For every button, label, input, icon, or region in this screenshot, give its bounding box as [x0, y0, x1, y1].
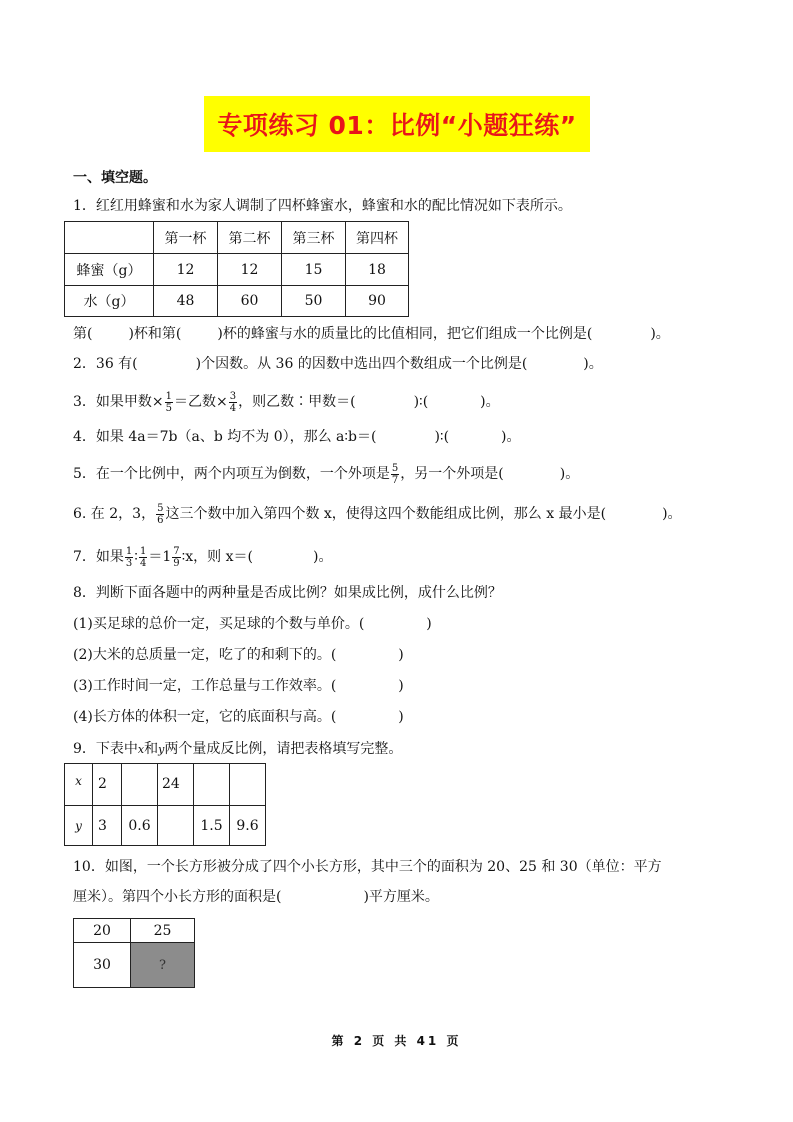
table-cell: 24: [158, 764, 194, 806]
text: )。: [650, 326, 670, 342]
table-cell: 12: [218, 254, 282, 286]
numerator: 5: [391, 462, 399, 474]
text: 2．36 有(: [73, 356, 138, 372]
numerator: 5: [157, 502, 164, 514]
table-row: [65, 764, 266, 806]
text: )∶(: [413, 394, 429, 410]
question-8-text: 8．判断下面各题中的两种量是否成比例？如果成比例，成什么比例？: [73, 585, 502, 601]
text: 7．如果: [73, 549, 124, 565]
numerator: 7: [173, 545, 180, 557]
table-header-cell: 第一杯: [154, 222, 218, 254]
text: )杯和第(: [128, 326, 182, 342]
text: )平方厘米。: [363, 889, 439, 905]
question-6: [73, 500, 682, 528]
question-1-table: [64, 221, 409, 317]
title-banner: [204, 96, 590, 152]
table-cell: 2: [93, 764, 122, 806]
table-cell: 12: [154, 254, 218, 286]
question-8-item: [73, 708, 404, 726]
text: ): [398, 647, 404, 663]
table-cell: 50: [282, 286, 346, 317]
text: ＝1: [148, 549, 172, 565]
text: )。: [583, 356, 603, 372]
text: 这三个数中加入第四个数 x，使得这四个数能组成比例，那么 x 最小是(: [165, 506, 607, 522]
text: )。: [559, 466, 580, 482]
text: ∶: [134, 549, 138, 565]
area-bottom-left: 30: [74, 943, 131, 987]
denominator: 7: [391, 474, 399, 486]
fraction: [139, 546, 147, 569]
question-10-line1: 10．如图，一个长方形被分成了四个小长方形，其中三个的面积为 20、25 和 30（单位：平方: [73, 859, 662, 875]
variable-y: y: [158, 743, 165, 756]
text: (4)长方体的体积一定，它的底面积与高。(: [73, 709, 337, 725]
area-top-left: 20: [74, 919, 131, 943]
table-cell: x: [65, 764, 93, 806]
text: )。: [480, 394, 500, 410]
text: ): [426, 616, 432, 632]
table-cell: 蜂蜜（g）: [65, 254, 154, 286]
numerator: 1: [165, 390, 173, 402]
question-9-table: [64, 763, 266, 846]
question-7: [73, 543, 332, 571]
table-header-cell: [65, 222, 154, 254]
text: ，则乙数∶甲数＝(: [238, 394, 356, 410]
question-8-item: [73, 677, 404, 695]
table-cell[interactable]: [230, 764, 266, 806]
table-cell: 90: [346, 286, 409, 317]
denominator: 4: [229, 402, 237, 414]
text: ∶x，则 x＝(: [181, 549, 253, 565]
text: ): [398, 678, 404, 694]
table-cell[interactable]: [122, 764, 158, 806]
denominator: 9: [173, 557, 180, 569]
table-header-cell: 第三杯: [282, 222, 346, 254]
question-3: [73, 388, 500, 416]
fraction: [165, 391, 173, 414]
question-1-followup: [73, 325, 670, 343]
text: (2)大米的总质量一定，吃了的和剩下的。(: [73, 647, 337, 663]
page-footer: 第 2 页 共 41 页: [331, 1034, 462, 1048]
question-8-item: [73, 646, 404, 664]
text: 和: [144, 741, 159, 757]
text: 6. 在 2，3，: [73, 506, 156, 522]
fraction: [229, 391, 237, 414]
table-cell: 水（g）: [65, 286, 154, 317]
text: )。: [662, 506, 682, 522]
numerator: 1: [125, 545, 133, 557]
table-cell[interactable]: [158, 806, 194, 846]
table-header-cell: 第四杯: [346, 222, 409, 254]
question-9-text: [73, 740, 402, 759]
text: 两个量成反比例，请把表格填写完整。: [164, 741, 403, 757]
text: (1)买足球的总价一定，买足球的个数与单价。(: [73, 616, 365, 632]
denominator: 3: [125, 557, 133, 569]
table-cell: y: [65, 806, 93, 846]
numerator: 1: [139, 545, 147, 557]
text: )。: [312, 549, 333, 565]
section-heading: 一、填空题。: [73, 170, 157, 186]
table-cell[interactable]: [194, 764, 230, 806]
question-4: [73, 428, 521, 446]
text: 厘米）。第四个小长方形的面积是(: [73, 889, 282, 905]
denominator: 4: [139, 557, 147, 569]
text: )∶(: [434, 429, 450, 445]
table-header-cell: 第二杯: [218, 222, 282, 254]
fraction: [172, 546, 180, 569]
question-1-text: 1．红红用蜂蜜和水为家人调制了四杯蜂蜜水，蜂蜜和水的配比情况如下表所示。: [73, 198, 572, 214]
variable-x: x: [137, 743, 145, 756]
fraction: [156, 503, 164, 526]
table-cell: 1.5: [194, 806, 230, 846]
text: 第(: [73, 326, 93, 342]
table-cell: 9.6: [230, 806, 266, 846]
text: (3)工作时间一定，工作总量与工作效率。(: [73, 678, 337, 694]
area-top-right: 25: [131, 919, 194, 943]
text: 3．如果甲数×: [73, 394, 164, 410]
question-10-line2: [73, 888, 439, 906]
table-cell: 60: [218, 286, 282, 317]
table-row: [65, 806, 266, 846]
table-cell: 0.6: [122, 806, 158, 846]
table-row: [65, 254, 409, 286]
area-bottom-right-unknown: ?: [131, 943, 194, 987]
question-8-item: [73, 615, 432, 633]
question-5: [73, 460, 579, 488]
fraction: [391, 463, 399, 486]
text: )个因数。从 36 的因数中选出四个数组成一个比例是(: [195, 356, 528, 372]
fraction: [125, 546, 133, 569]
text: 5．在一个比例中，两个内项互为倒数，一个外项是: [73, 466, 390, 482]
denominator: 5: [165, 402, 173, 414]
question-2: [73, 355, 603, 373]
table-cell: 15: [282, 254, 346, 286]
text: )杯的蜂蜜与水的质量比的比值相同，把它们组成一个比例是(: [217, 326, 593, 342]
text: ): [398, 709, 404, 725]
denominator: 6: [157, 514, 164, 526]
text: )。: [501, 429, 521, 445]
text: 9．下表中: [73, 741, 138, 757]
table-cell: 48: [154, 286, 218, 317]
table-cell: 3: [93, 806, 122, 846]
table-cell: 18: [346, 254, 409, 286]
text: 4．如果 4a＝7b（a、b 均不为 0），那么 a∶b＝(: [73, 429, 377, 445]
text: ，另一个外项是(: [400, 466, 504, 482]
page-title: 专项练习 01：比例“小题狂练”: [217, 111, 577, 140]
rectangle-figure: [73, 918, 195, 988]
numerator: 3: [229, 390, 237, 402]
table-row: [65, 286, 409, 317]
text: ＝乙数×: [174, 394, 228, 410]
